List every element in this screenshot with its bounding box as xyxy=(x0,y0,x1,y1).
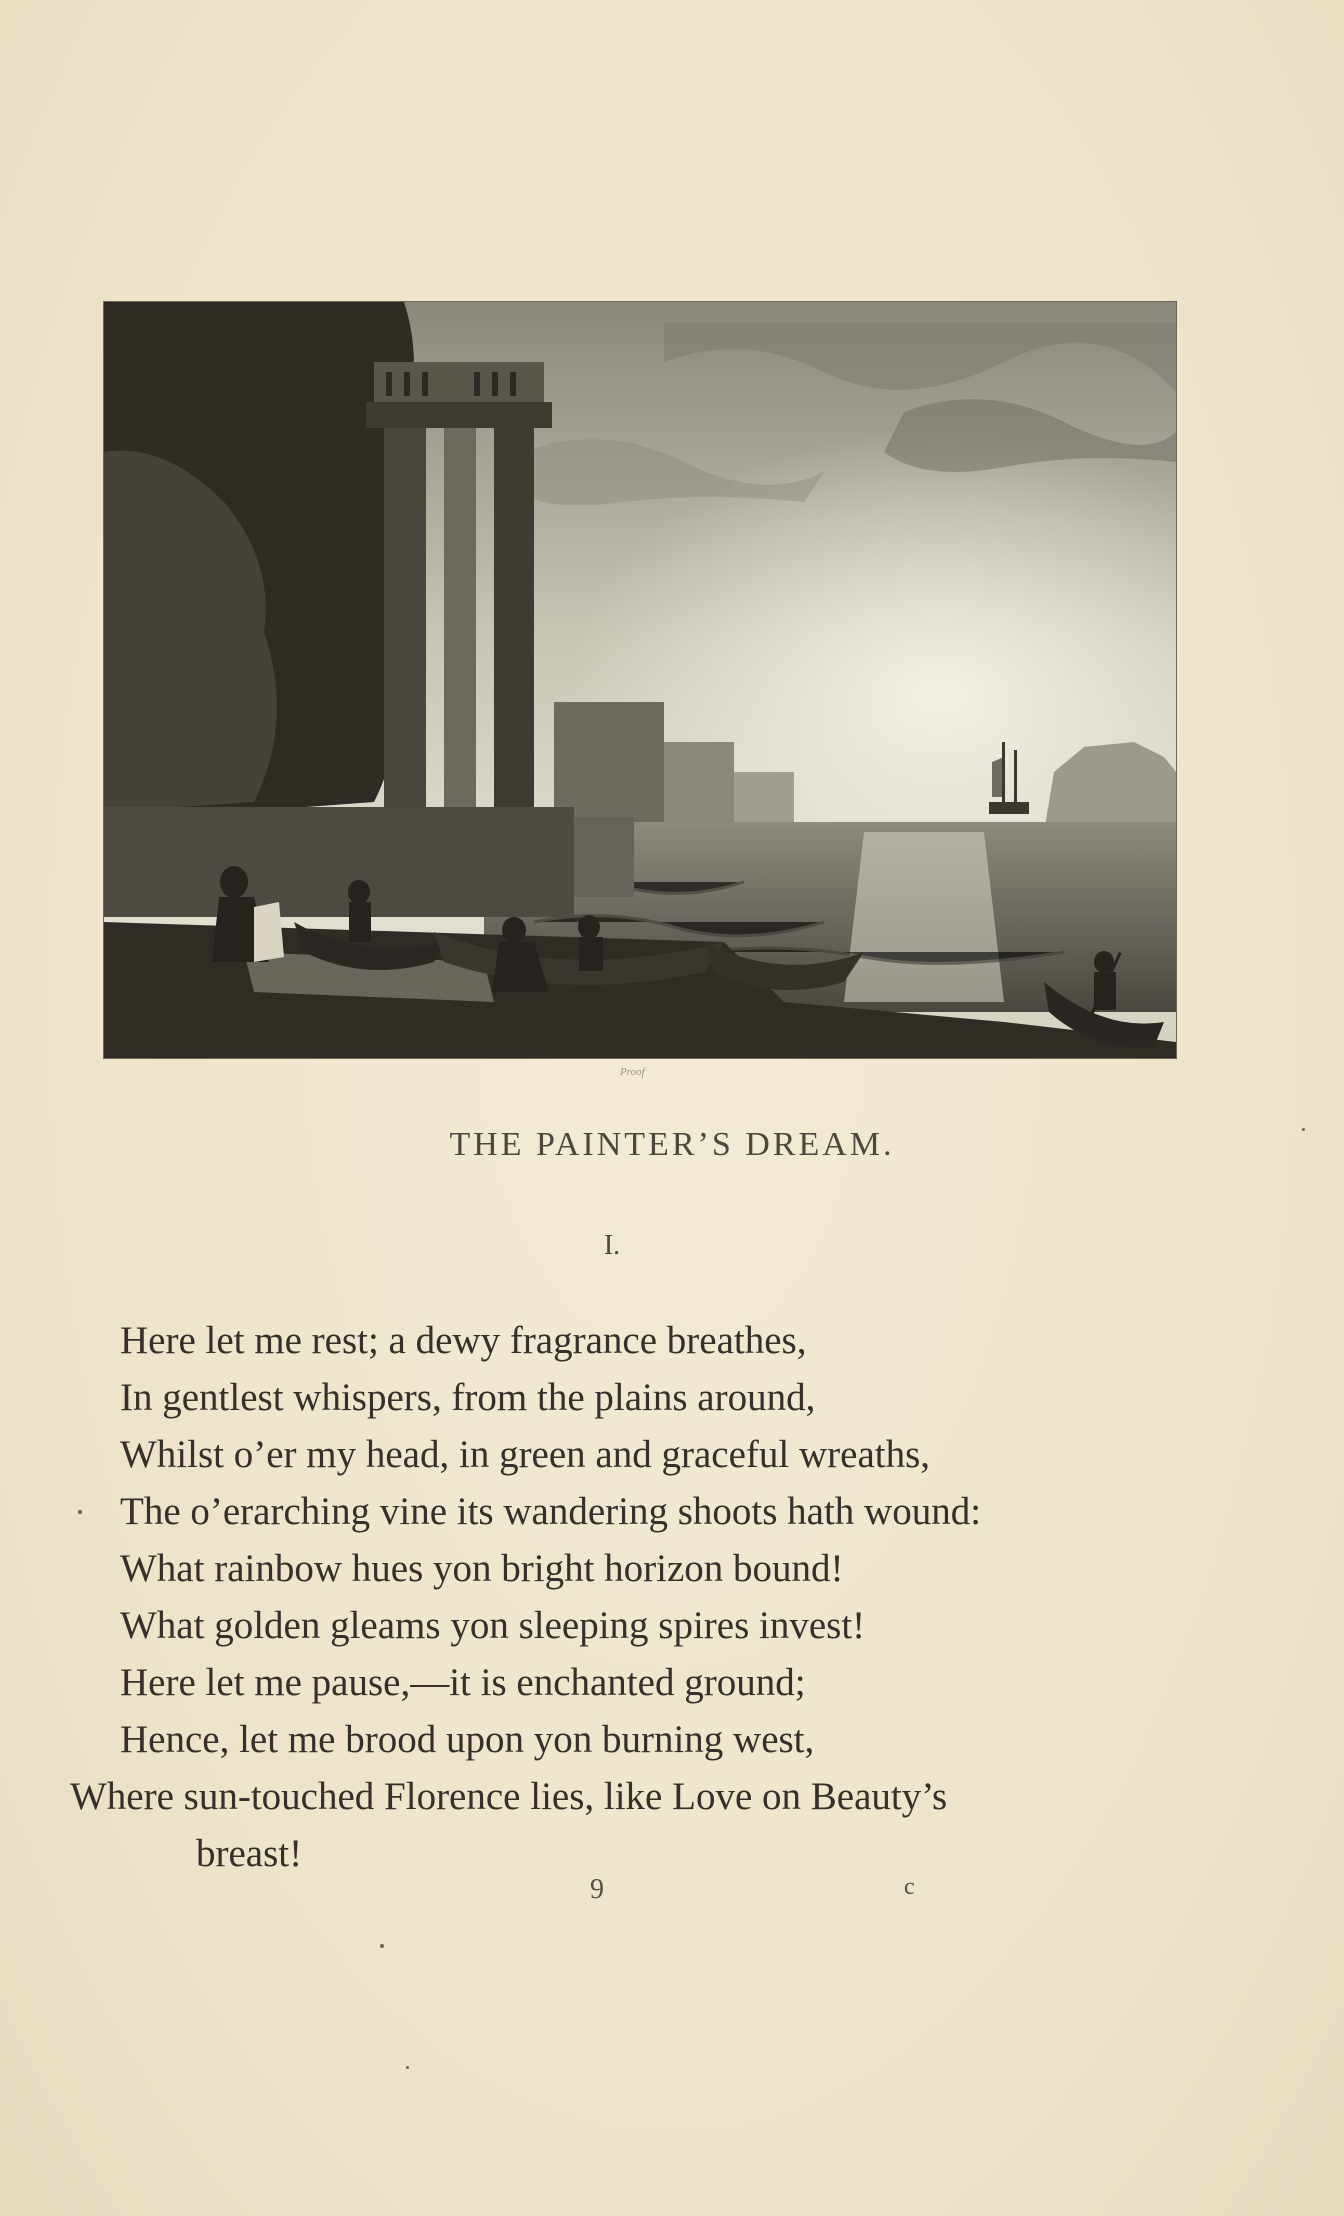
signature-mark: c xyxy=(904,1874,915,1900)
paper-speck xyxy=(380,1944,384,1948)
engraving-illustration xyxy=(104,302,1176,1058)
paper-speck xyxy=(78,1510,82,1514)
poem-title: THE PAINTER’S DREAM. xyxy=(449,1126,895,1163)
poem-line: The o’erarching vine its wandering shoots hath wound: xyxy=(120,1490,982,1533)
poem-line: Whilst o’er my head, in green and graceful wreaths, xyxy=(120,1433,931,1476)
poem-line-turnover: breast! xyxy=(196,1832,303,1875)
poem-line: What rainbow hues yon bright horizon bound! xyxy=(120,1547,844,1590)
poem-line: Here let me rest; a dewy fragrance breathes, xyxy=(120,1319,807,1362)
plate-credit-center: Proof xyxy=(620,1066,645,1078)
poem-line: Where sun-touched Florence lies, like Love on Beauty’s xyxy=(70,1775,948,1818)
poem-line: In gentlest whispers, from the plains around, xyxy=(120,1376,816,1419)
paper-speck xyxy=(1302,1128,1305,1131)
paper-speck xyxy=(406,2066,409,2069)
stanza-numeral: I. xyxy=(603,1230,621,1261)
poem-line: Hence, let me brood upon yon burning west, xyxy=(120,1718,815,1761)
poem-line: Here let me pause,—it is enchanted ground; xyxy=(120,1661,806,1704)
engraving-plate xyxy=(104,302,1176,1058)
page-number: 9 xyxy=(590,1874,604,1905)
poem-line: What golden gleams yon sleeping spires invest! xyxy=(120,1604,866,1647)
